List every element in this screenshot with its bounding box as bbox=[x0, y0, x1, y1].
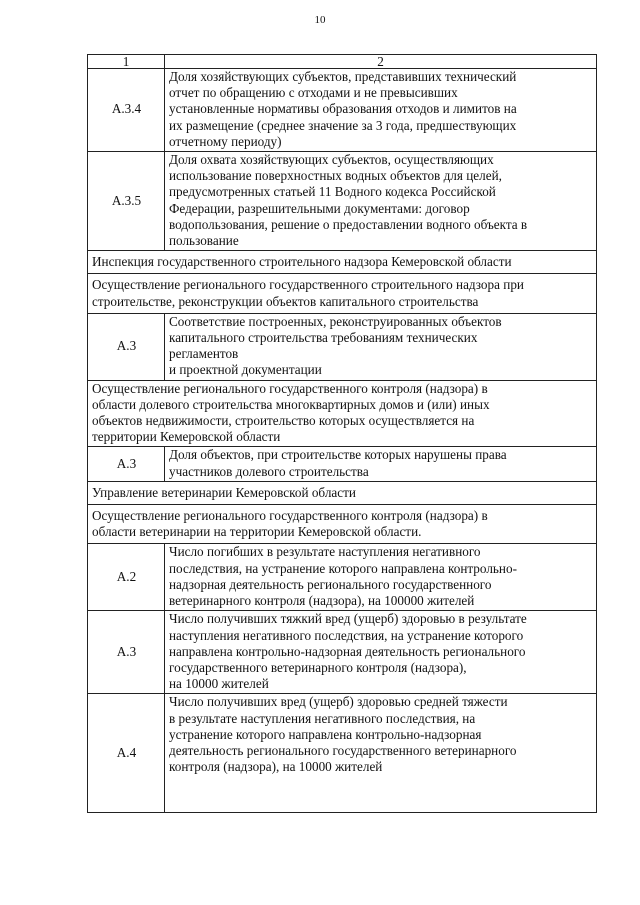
section-heading-shared-construction: Осуществление регионального государственного контроля (надзора) в области долевого строительства многоквартирных домов и (или) иных объектов недвижимости, строительство которых осуществляется на территории Кемеровской области bbox=[88, 380, 597, 447]
indicator-code: А.3.5 bbox=[88, 152, 165, 251]
section-heading-veterinary-control: Осуществление регионального государственного контроля (надзора) в области ветеринарии на территории Кемеровской области. bbox=[88, 505, 597, 544]
column-header-2: 2 bbox=[165, 55, 597, 69]
indicator-description: Число получивших вред (ущерб) здоровью средней тяжести в результате наступления негативного последствия, на устранение которого направлена контрольно-надзорная деятельность регионального государственного ветеринарного контроля (надзора), на 10000 жителей bbox=[165, 694, 597, 813]
table-header-row bbox=[88, 55, 597, 69]
indicator-description: Число погибших в результате наступления негативного последствия, на устранение которого направлена контрольно- надзорная деятельность регионального государственного ветеринарного контроля (надзора), на 100000 жителей bbox=[165, 544, 597, 611]
table-row bbox=[88, 313, 597, 380]
table-row bbox=[88, 152, 597, 251]
section-row bbox=[88, 505, 597, 544]
column-header-1: 1 bbox=[88, 55, 165, 69]
table-row bbox=[88, 447, 597, 481]
section-heading-inspection: Инспекция государственного строительного надзора Кемеровской области bbox=[88, 251, 597, 274]
indicator-description: Число получивших тяжкий вред (ущерб) здоровью в результате наступления негативного последствия, на устранение которого направлена контрольно-надзорная деятельность регионального государственного ветеринарного контроля (надзора), на 10000 жителей bbox=[165, 611, 597, 694]
indicator-code: А.4 bbox=[88, 694, 165, 813]
page-number: 10 bbox=[314, 14, 326, 26]
table-row bbox=[88, 694, 597, 813]
section-heading-construction-supervision: Осуществление регионального государственного строительного надзора при строительстве, реконструкции объектов капитального строительства bbox=[88, 274, 597, 313]
section-heading-veterinary-department: Управление ветеринарии Кемеровской области bbox=[88, 481, 597, 504]
indicator-description: Доля хозяйствующих субъектов, представивших технический отчет по обращению с отходами и не превысивших установленные нормативы образования отходов и лимитов на их размещение (среднее значение за 3 года, предшествующих отчетному периоду) bbox=[165, 69, 597, 152]
indicator-code: А.3 bbox=[88, 447, 165, 481]
indicator-code: А.2 bbox=[88, 544, 165, 611]
indicator-code: А.3 bbox=[88, 313, 165, 380]
indicator-description: Доля объектов, при строительстве которых нарушены права участников долевого строительства bbox=[165, 447, 597, 481]
table-row bbox=[88, 611, 597, 694]
section-row bbox=[88, 251, 597, 274]
section-row bbox=[88, 481, 597, 504]
indicator-code: А.3.4 bbox=[88, 69, 165, 152]
indicator-description: Доля охвата хозяйствующих субъектов, осуществляющих использование поверхностных водных объектов для целей, предусмотренных статьей 11 Водного кодекса Российской Федерации, разрешительными документами: договор водопользования, решение о предоставлении водного объекта в пользование bbox=[165, 152, 597, 251]
table-row bbox=[88, 544, 597, 611]
table-row bbox=[88, 69, 597, 152]
indicator-description: Соответствие построенных, реконструированных объектов капитального строительства требованиям технических регламентов и проектной документации bbox=[165, 313, 597, 380]
section-row bbox=[88, 274, 597, 313]
section-row bbox=[88, 380, 597, 447]
indicator-code: А.3 bbox=[88, 611, 165, 694]
indicators-table bbox=[87, 54, 597, 813]
